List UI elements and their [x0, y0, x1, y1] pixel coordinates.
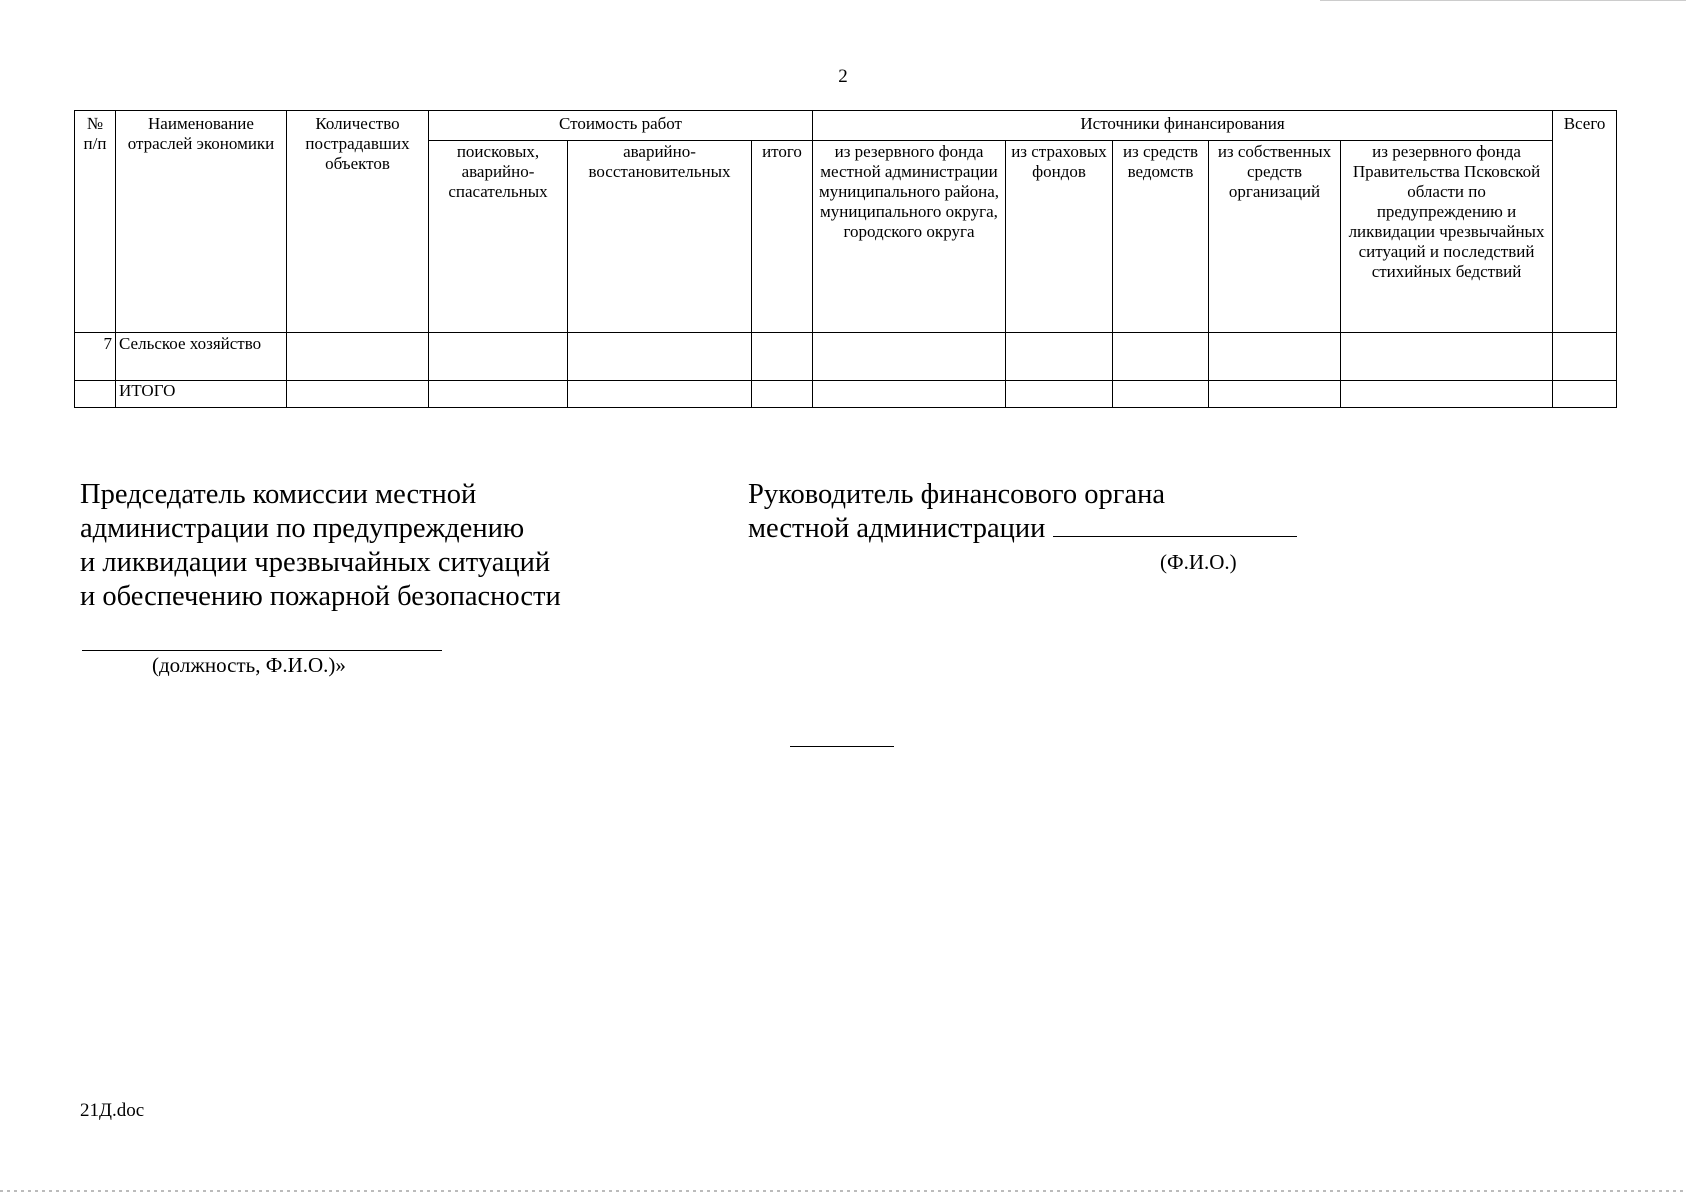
chairman-title-line: администрации по предупреждению — [80, 513, 525, 544]
header-src-government: из резервного фонда Правительства Псковской области по предупреждению и ликвидации чрезвычайных ситуаций и последствий стихийных бедствий — [1341, 141, 1553, 333]
table-row — [75, 333, 1617, 381]
table-cell — [429, 381, 568, 408]
row-num: 7 — [75, 333, 116, 381]
chairman-title-line: Председатель комиссии местной — [80, 479, 477, 510]
table-cell — [1553, 381, 1617, 408]
table-cell — [429, 333, 568, 381]
table-cell — [1553, 333, 1617, 381]
scan-edge-bottom — [0, 1190, 1686, 1192]
header-affected-count: Количество пострадавших объектов — [287, 111, 429, 333]
header-cost-total: итого — [752, 141, 813, 333]
table-cell — [1006, 333, 1113, 381]
header-total-all: Всего — [1553, 111, 1617, 333]
header-industry: Наименование отраслей экономики — [116, 111, 287, 333]
finance-signature-line — [1053, 536, 1297, 537]
table-cell — [287, 381, 429, 408]
table-cell — [1209, 381, 1341, 408]
table-cell — [568, 333, 752, 381]
header-src-local: из резервного фонда местной администрации муниципального района, муниципального округа, городского округа — [813, 141, 1006, 333]
page-number: 2 — [838, 66, 848, 87]
table-cell — [1209, 333, 1341, 381]
header-src-insurance: из страховых фондов — [1006, 141, 1113, 333]
chairman-title-line: и ликвидации чрезвычайных ситуаций — [80, 547, 551, 578]
scan-edge-top — [1320, 0, 1686, 1]
finance-signature-caption: (Ф.И.О.) — [1160, 550, 1237, 574]
header-cost-group: Стоимость работ — [429, 111, 813, 141]
finance-title-text: местной администрации — [748, 513, 1046, 544]
footer-filename: 21Д.doc — [80, 1100, 145, 1121]
table-cell — [1006, 381, 1113, 408]
financing-table — [74, 110, 1617, 408]
chairman-title-line: и обеспечению пожарной безопасности — [80, 581, 561, 612]
header-cost-recovery: аварийно-восстановительных — [568, 141, 752, 333]
table-cell — [1113, 381, 1209, 408]
table-cell — [287, 333, 429, 381]
table-cell — [813, 333, 1006, 381]
table-row-total — [75, 381, 1617, 408]
table-cell — [1113, 333, 1209, 381]
header-sources-group: Источники финансирования — [813, 111, 1553, 141]
chairman-signature-line — [82, 650, 442, 651]
chairman-signature-title — [80, 478, 561, 614]
row-num — [75, 381, 116, 408]
end-of-document-rule — [790, 746, 894, 747]
header-num: № п/п — [75, 111, 116, 333]
table-cell — [752, 333, 813, 381]
table-cell — [568, 381, 752, 408]
header-cost-search: поисковых, аварийно-спасательных — [429, 141, 568, 333]
row-total-label: ИТОГО — [116, 381, 287, 408]
table-cell — [752, 381, 813, 408]
row-industry: Сельское хозяйство — [116, 333, 287, 381]
table-cell — [1341, 381, 1553, 408]
chairman-signature-caption: (должность, Ф.И.О.)» — [152, 653, 346, 677]
header-src-departments: из средств ведомств — [1113, 141, 1209, 333]
table-cell — [813, 381, 1006, 408]
table-cell — [1341, 333, 1553, 381]
finance-title-line: Руководитель финансового органа — [748, 479, 1166, 510]
header-src-own: из собственных средств организаций — [1209, 141, 1341, 333]
table-header-row — [75, 111, 1617, 141]
finance-title-line — [748, 512, 1297, 546]
finance-head-signature-title — [748, 478, 1297, 546]
